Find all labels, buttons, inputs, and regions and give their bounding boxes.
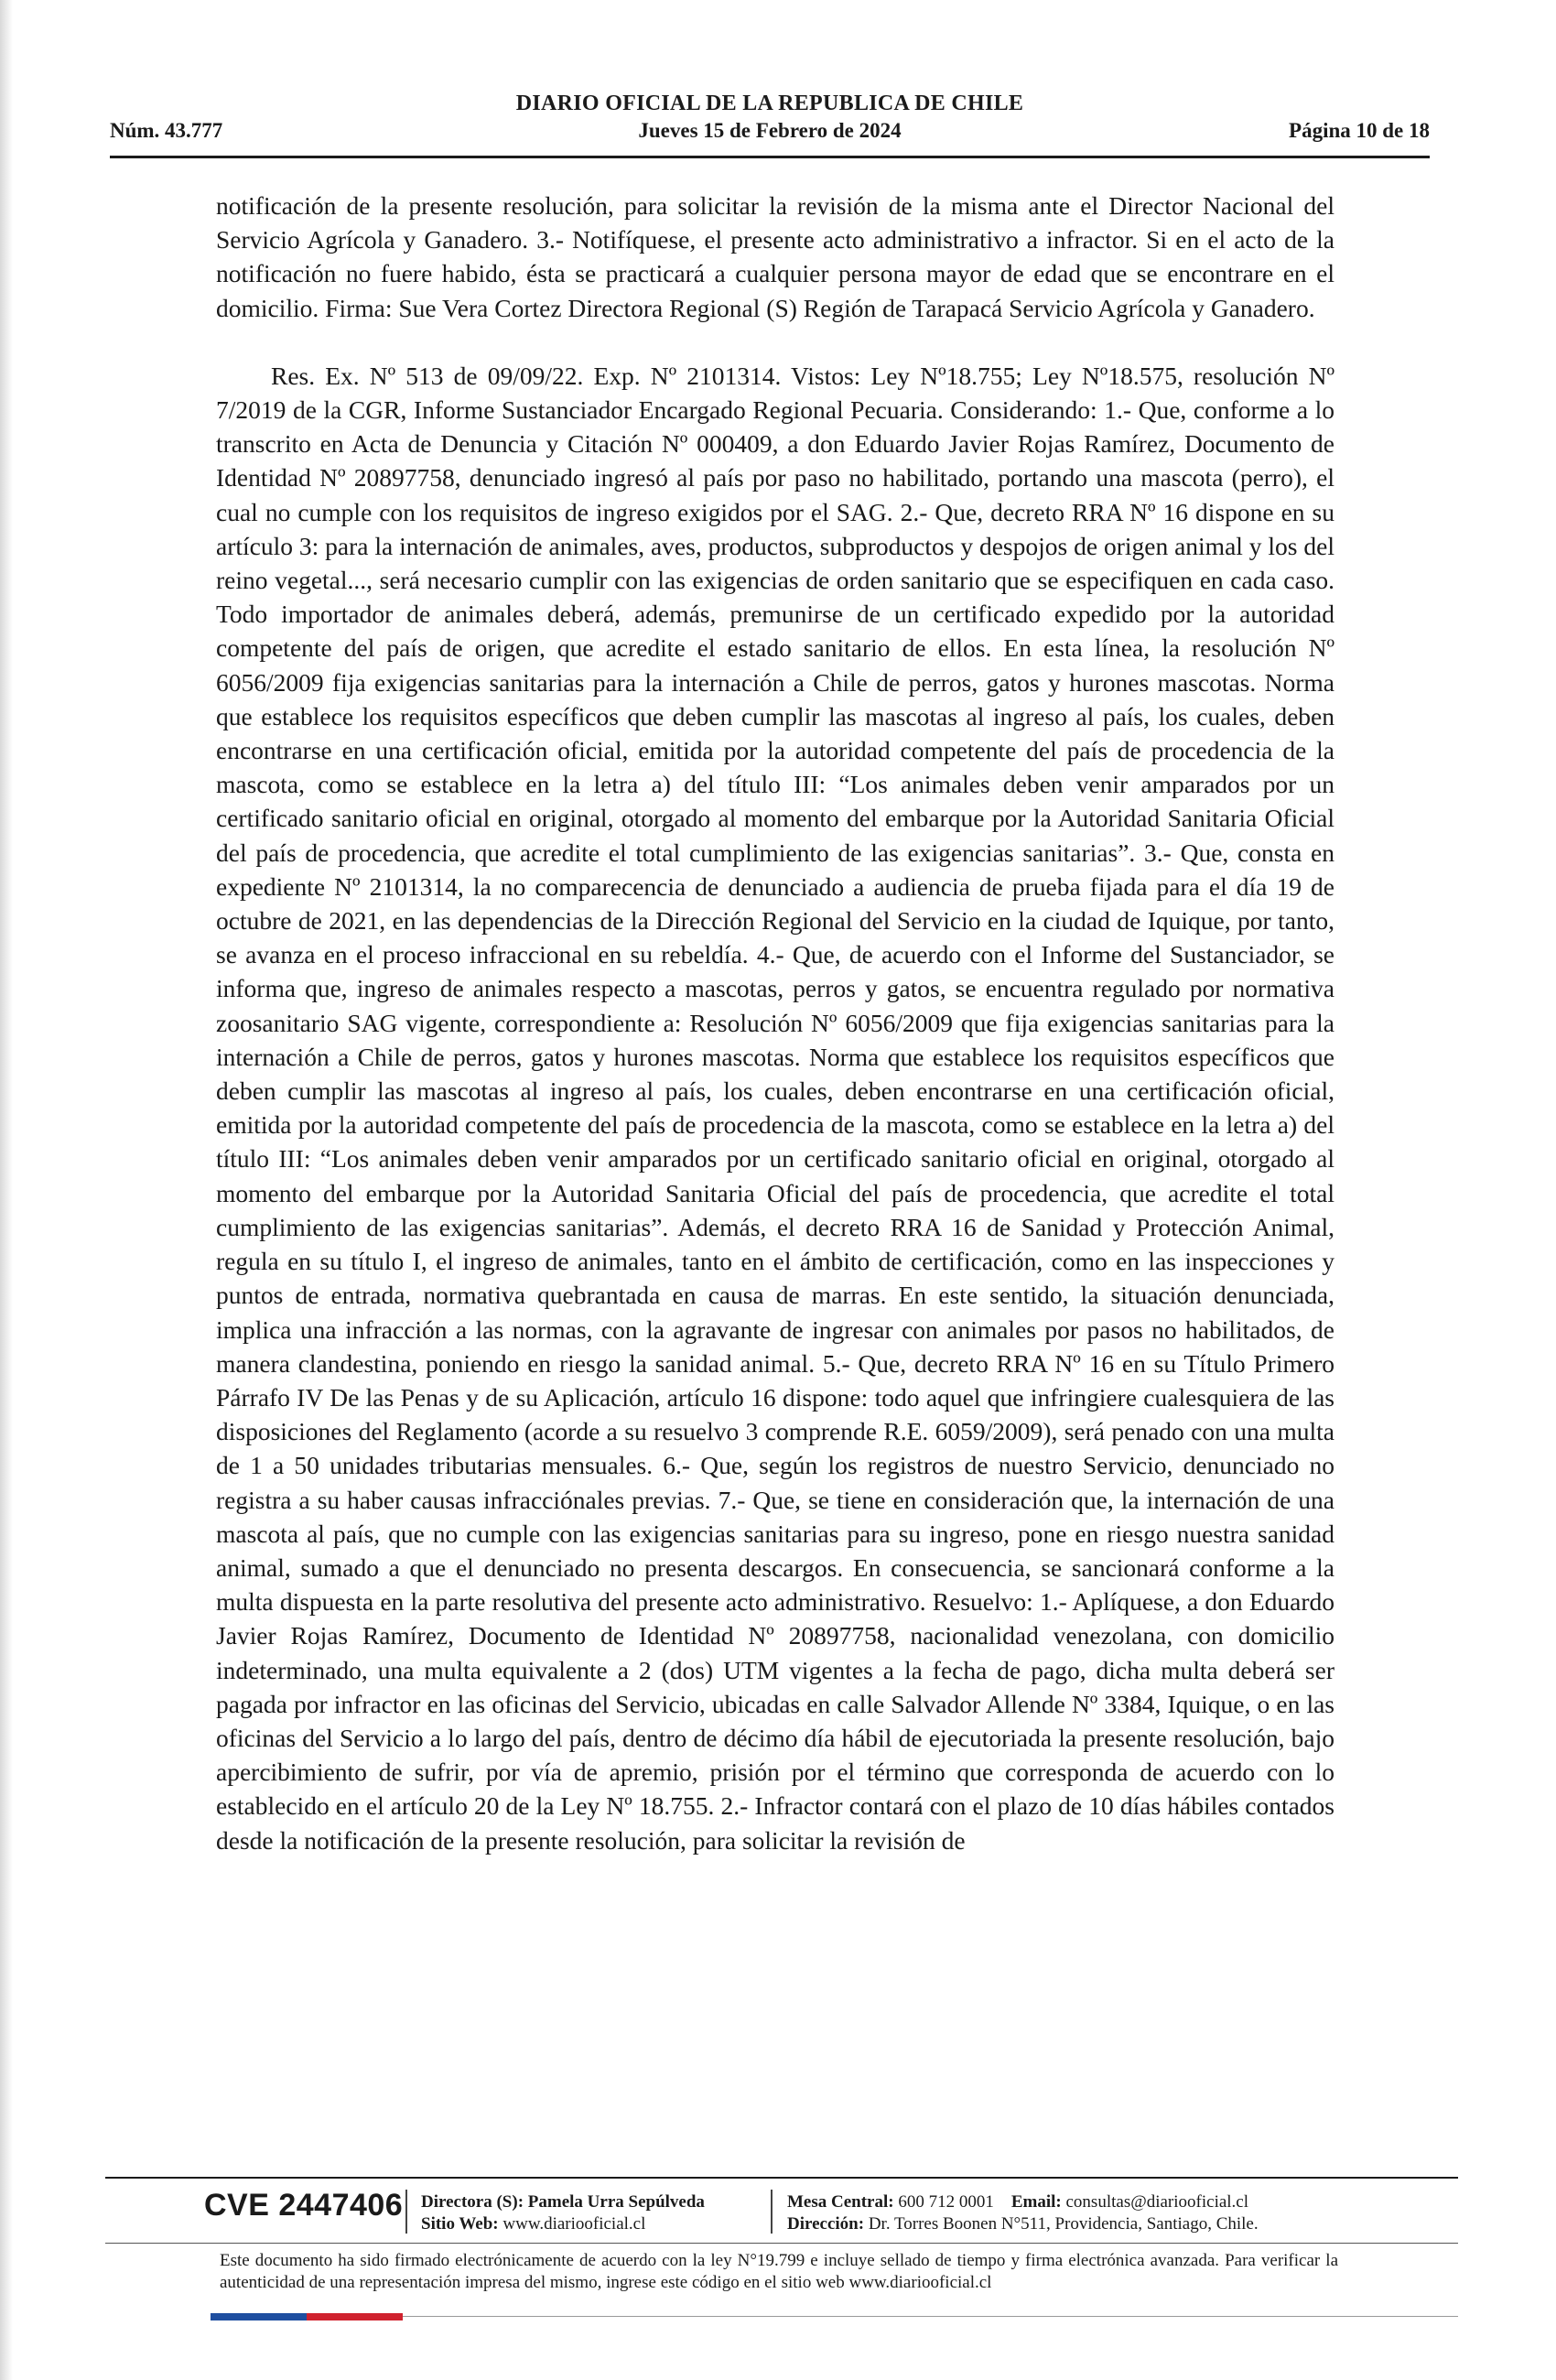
director-name: Pamela Urra Sepúlveda (527, 2192, 705, 2212)
site-line (421, 2213, 705, 2235)
cve-code: CVE 2447406 (204, 2188, 404, 2223)
issue-number: Núm. 43.777 (110, 119, 223, 142)
flag-red-segment (307, 2313, 403, 2320)
email-link[interactable]: consultas@diariooficial.cl (1065, 2192, 1249, 2212)
phone-number: 600 712 0001 (898, 2192, 994, 2212)
footer-director-block (421, 2191, 705, 2235)
phone-label: Mesa Central: (787, 2192, 894, 2212)
address-label: Dirección: (787, 2214, 865, 2234)
email-label: Email: (1010, 2192, 1062, 2212)
electronic-signature-note: Este documento ha sido firmado electrónicamente de acuerdo con la ley N°19.799 e incluye sellado de tiempo y firma electrónica avanzada. Para verificar la autenticidad de una representación impresa del mismo, ingrese este código en el sitio web www.diariooficial.cl (220, 2251, 1338, 2292)
site-label: Sitio Web: (421, 2214, 499, 2234)
header-divider (110, 156, 1430, 158)
footer-separator (405, 2190, 407, 2234)
site-link[interactable]: www.diariooficial.cl (502, 2214, 646, 2234)
contact-line (787, 2191, 1259, 2213)
page-header (110, 92, 1430, 152)
flag-color-bar (211, 2313, 403, 2320)
page-number: Página 10 de 18 (1289, 119, 1430, 142)
flag-blue-segment (211, 2313, 307, 2320)
director-label: Directora (S): (421, 2192, 524, 2212)
publication-title: DIARIO OFICIAL DE LA REPUBLICA DE CHILE (515, 92, 1024, 115)
footer-divider-bottom (403, 2316, 1458, 2317)
document-body (216, 189, 1334, 1857)
footer-divider-mid (105, 2243, 1458, 2244)
page-edge-shadow (0, 0, 13, 2380)
footer-separator (771, 2190, 773, 2234)
issue-date: Jueves 15 de Febrero de 2024 (638, 119, 902, 142)
address-line (787, 2213, 1259, 2235)
paragraph-continuation: notificación de la presente resolución, para solicitar la revisión de la misma ante el Director Nacional del Servicio Agrícola y Ganadero. 3.- Notifíquese, el presente acto administrativo a infractor. Si en el acto de la notificación no fuere habido, ésta se practicará a cualquier persona mayor de edad que se encontrare en el domicilio. Firma: Sue Vera Cortez Directora Regional (S) Región de Tarapacá Servicio Agrícola y Ganadero. (216, 191, 1334, 322)
director-line (421, 2191, 705, 2213)
paragraph-resolution-513: Res. Ex. Nº 513 de 09/09/22. Exp. Nº 2101314. Vistos: Ley Nº18.755; Ley Nº18.575, resolución Nº 7/2019 de la CGR, Informe Sustanciador Encargado Regional Pecuaria. Considerando: 1.- Que, conforme a lo transcrito en Acta de Denuncia y Citación Nº 000409, a don Eduardo Javier Rojas Ramírez, Documento de Identidad Nº 20897758, denunciado ingresó al país por paso no habilitado, portando una mascota (perro), el cual no cumple con los requisitos de ingreso exigidos por el SAG. 2.- Que, decreto RRA Nº 16 dispone en su artículo 3: para la internación de animales, aves, productos, subproductos y despojos de origen animal y los del reino vegetal..., será necesario cumplir con las exigencias de orden sanitario que se especifiquen en cada caso. Todo importador de animales deberá, además, premunirse de un certificado expedido por la autoridad competente del país de origen, que acredite el estado sanitario de ellos. En esta línea, la resolución Nº 6056/2009 fija exigencias sanitarias para la internación a Chile de perros, gatos y hurones mascotas. Norma que establece los requisitos específicos que deben cumplir las mascotas al ingreso al país, los cuales, deben encontrarse en una certificación oficial, emitida por la autoridad competente del país de procedencia de la mascota, como se establece en la letra a) del título III: “Los animales deben venir amparados por un certificado sanitario oficial en original, otorgado al momento del embarque por la Autoridad Sanitaria Oficial del país de procedencia, que acredite el total cumplimiento de las exigencias sanitarias”. 3.- Que, consta en expediente Nº 2101314, la no comparecencia de denunciado a audiencia de prueba fijada para el día 19 de octubre de 2021, en las dependencias de la Dirección Regional del Servicio en la ciudad de Iquique, por tanto, se avanza en el proceso infraccional en su rebeldía. 4.- Que, de acuerdo con el Informe del Sustanciador, se informa que, ingreso de animales respecto a mascotas, perros y gatos, se encuentra regulado por normativa zoosanitario SAG vigente, correspondiente a: Resolución Nº 6056/2009 que fija exigencias sanitarias para la internación a Chile de perros, gatos y hurones mascotas. Norma que establece los requisitos específicos que deben cumplir las mascotas al ingreso al país, los cuales, deben encontrarse en una certificación oficial, emitida por la autoridad competente del país de procedencia de la mascota, como se establece en la letra a) del título III: “Los animales deben venir amparados por un certificado sanitario oficial en original, otorgado al momento del embarque por la Autoridad Sanitaria Oficial del país de procedencia, que acredite el total cumplimiento de las exigencias sanitarias”. Además, el decreto RRA 16 de Sanidad y Protección Animal, regula en su título I, el ingreso de animales, tanto en el ámbito de certificación, como en las inspecciones y puntos de entrada, normativa quebrantada en causa de marras. En este sentido, la situación denunciada, implica una infracción a las normas, con la agravante de ingresar con animales por pasos no habilitados, de manera clandestina, poniendo en riesgo la sanidad animal. 5.- Que, decreto RRA Nº 16 en su Título Primero Párrafo IV De las Penas y de su Aplicación, artículo 16 dispone: todo aquel que infringiere cualesquiera de las disposiciones del Reglamento (acorde a su resuelvo 3 comprende R.E. 6059/2009), será penado con una multa de 1 a 50 unidades tributarias mensuales. 6.- Que, según los registros de nuestro Servicio, denunciado no registra a su haber causas infracciónales previas. 7.- Que, se tiene en consideración que, la internación de una mascota al país, que no cumple con las exigencias sanitarias para su ingreso, pone en riesgo nuestra sanidad animal, sumado a que el denunciado no presenta descargos. En consecuencia, se sancionará conforme a la multa dispuesta en la parte resolutiva del presente acto administrativo. Resuelvo: 1.- Aplíquese, a don Eduardo Javier Rojas Ramírez, Documento de Identidad Nº 20897758, nacionalidad venezolana, con domicilio indeterminado, una multa equivalente a 2 (dos) UTM vigentes a la fecha de pago, dicha multa deberá ser pagada por infractor en las oficinas del Servicio, ubicadas en calle Salvador Allende Nº 3384, Iquique, o en las oficinas del Servicio a lo largo del país, dentro de décimo día hábil de ejecutoriada la presente resolución, bajo apercibimiento de sufrir, por vía de apremio, prisión por el término que corresponda de acuerdo con lo establecido en el artículo 20 de la Ley Nº 18.755. 2.- Infractor contará con el plazo de 10 días hábiles contados desde la notificación de la presente resolución, para solicitar la revisión de (216, 361, 1334, 1855)
footer-contact-block (787, 2191, 1259, 2235)
address-value: Dr. Torres Boonen N°511, Providencia, Santiago, Chile. (868, 2214, 1259, 2234)
